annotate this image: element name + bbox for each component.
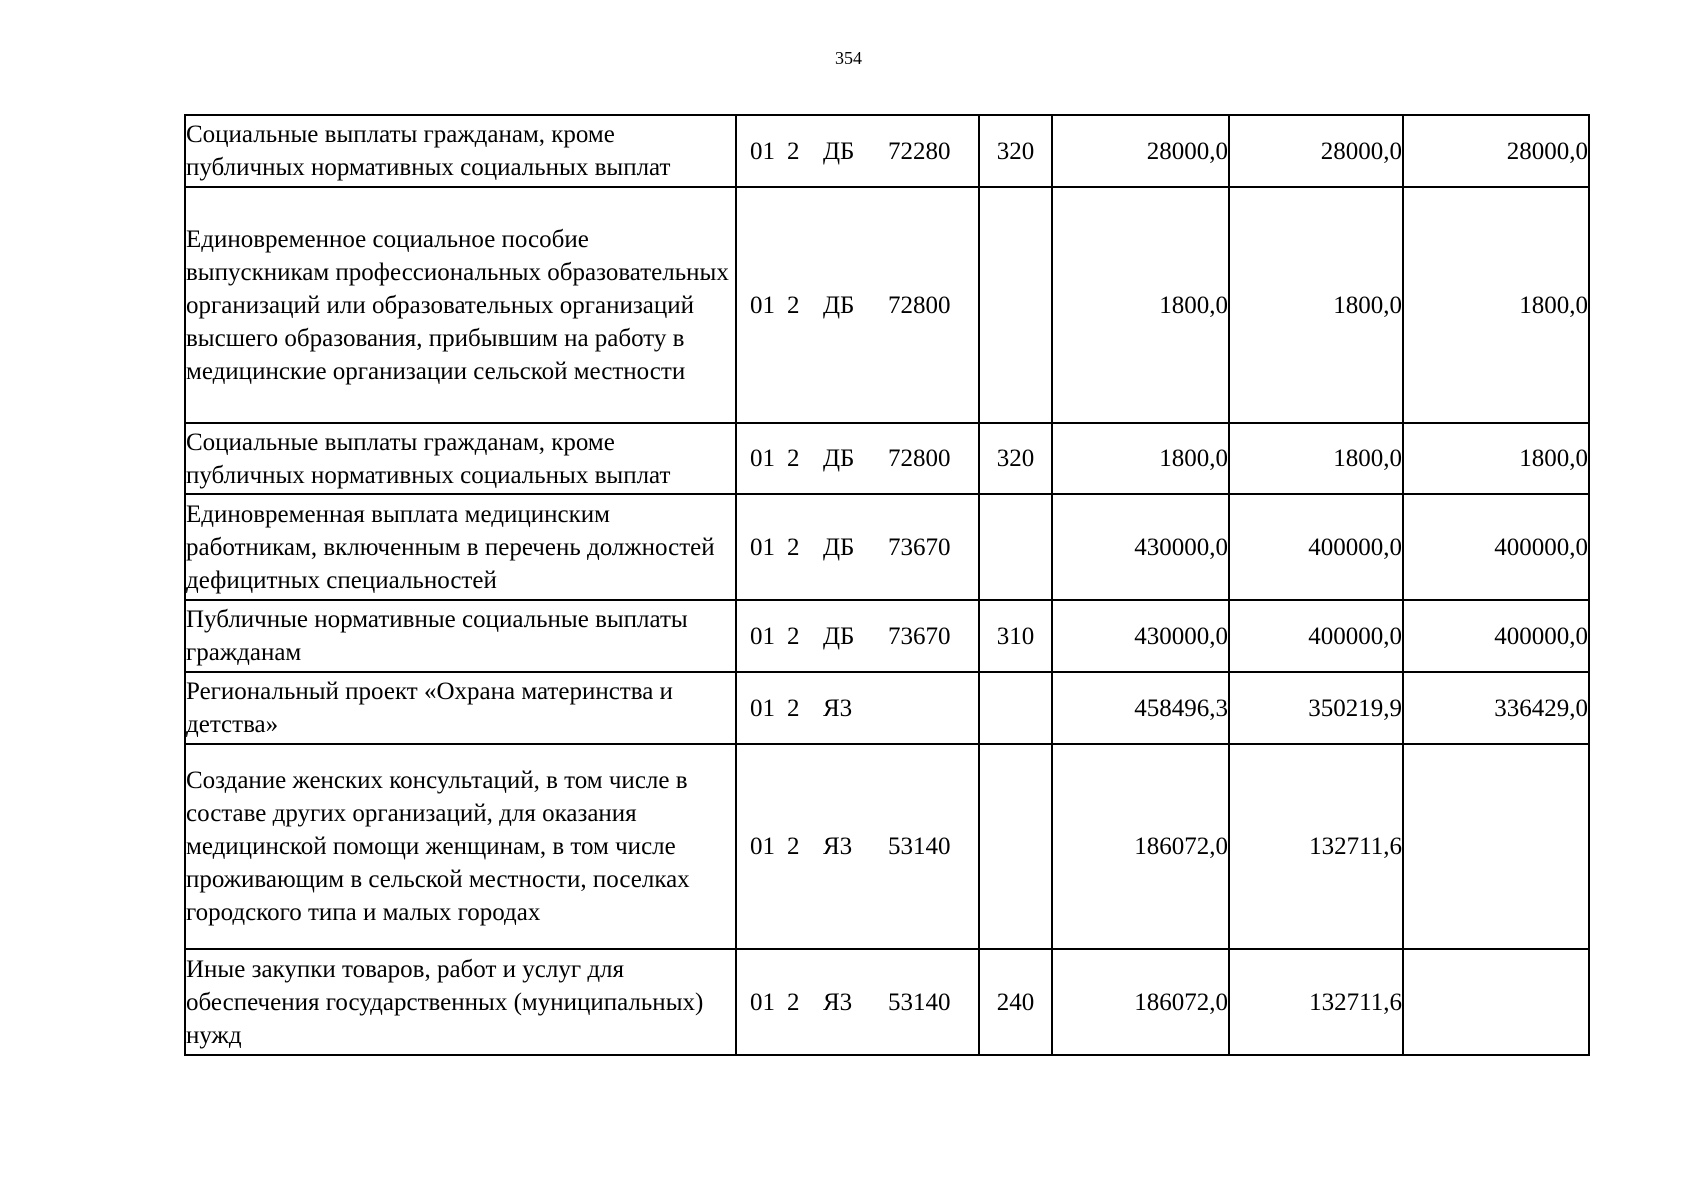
row-name-cell: Иные закупки товаров, работ и услуг для обеспечения государственных (муниципальных) нужд	[185, 949, 736, 1055]
table-row	[185, 423, 1589, 494]
subprogram-code: 2	[787, 694, 800, 722]
row-name-cell: Социальные выплаты гражданам, кроме публичных нормативных социальных выплат	[185, 115, 736, 187]
subprogram-code: 2	[787, 291, 800, 319]
program-code: 01	[750, 533, 775, 561]
subprogram-code: 2	[787, 137, 800, 165]
amount-1-cell: 458496,3	[1052, 672, 1229, 744]
amount-3-cell	[1403, 949, 1589, 1055]
amount-3-cell: 400000,0	[1403, 494, 1589, 600]
expense-type-cell: 240	[979, 949, 1052, 1055]
expense-code: 53140	[888, 833, 951, 860]
direction-code: ДБ	[823, 533, 855, 561]
direction-code: ДБ	[823, 622, 855, 650]
amount-1-cell: 1800,0	[1052, 423, 1229, 494]
page-number: 354	[835, 48, 862, 68]
expense-code: 53140	[888, 988, 951, 1016]
table-row	[185, 494, 1589, 600]
amount-1-cell: 430000,0	[1052, 494, 1229, 600]
expense-code: 72800	[888, 445, 951, 472]
direction-code: ДБ	[823, 291, 855, 319]
expense-type-cell	[979, 672, 1052, 744]
amount-1-cell: 28000,0	[1052, 115, 1229, 187]
row-name-cell: Публичные нормативные социальные выплаты гражданам	[185, 600, 736, 672]
subprogram-code: 2	[787, 988, 800, 1016]
amount-3-cell: 400000,0	[1403, 600, 1589, 672]
amount-2-cell: 1800,0	[1229, 423, 1403, 494]
amount-1-cell: 186072,0	[1052, 949, 1229, 1055]
row-name-cell: Единовременная выплата медицинским работникам, включенным в перечень должностей дефицитных специальностей	[185, 494, 736, 600]
table-row	[185, 187, 1589, 423]
table-row	[185, 949, 1589, 1055]
expense-type-cell: 320	[979, 423, 1052, 494]
amount-2-cell: 400000,0	[1229, 600, 1403, 672]
expense-code: 72280	[888, 137, 951, 165]
amount-3-cell: 1800,0	[1403, 423, 1589, 494]
direction-code: ДБ	[823, 445, 855, 472]
expense-code: 73670	[888, 533, 951, 561]
row-name-cell: Социальные выплаты гражданам, кроме публичных нормативных социальных выплат	[185, 423, 736, 494]
amount-2-cell: 400000,0	[1229, 494, 1403, 600]
row-name-cell: Единовременное социальное пособие выпускникам профессиональных образовательных организаций или образовательных организаций высшего образования, прибывшим на работу в медицинские организации сельской местности	[185, 187, 736, 423]
program-code: 01	[750, 291, 775, 319]
expense-type-cell	[979, 744, 1052, 949]
classification-code-cell	[736, 115, 979, 187]
classification-code-cell	[736, 187, 979, 423]
direction-code: Я3	[823, 988, 853, 1016]
expense-type-cell: 320	[979, 115, 1052, 187]
expense-type-cell: 310	[979, 600, 1052, 672]
amount-3-cell: 336429,0	[1403, 672, 1589, 744]
program-code: 01	[750, 694, 775, 722]
program-code: 01	[750, 445, 775, 472]
classification-code-cell	[736, 600, 979, 672]
table-row	[185, 115, 1589, 187]
classification-code-cell	[736, 423, 979, 494]
amount-1-cell: 1800,0	[1052, 187, 1229, 423]
amount-1-cell: 430000,0	[1052, 600, 1229, 672]
amount-2-cell: 132711,6	[1229, 744, 1403, 949]
amount-1-cell: 186072,0	[1052, 744, 1229, 949]
classification-code-cell	[736, 949, 979, 1055]
program-code: 01	[750, 622, 775, 650]
classification-code-cell	[736, 744, 979, 949]
program-code: 01	[750, 833, 775, 860]
expense-type-cell	[979, 187, 1052, 423]
amount-2-cell: 1800,0	[1229, 187, 1403, 423]
program-code: 01	[750, 988, 775, 1016]
amount-2-cell: 28000,0	[1229, 115, 1403, 187]
subprogram-code: 2	[787, 833, 800, 860]
subprogram-code: 2	[787, 445, 800, 472]
table-row	[185, 672, 1589, 744]
amount-3-cell	[1403, 744, 1589, 949]
classification-code-cell	[736, 672, 979, 744]
amount-2-cell: 350219,9	[1229, 672, 1403, 744]
amount-3-cell: 1800,0	[1403, 187, 1589, 423]
subprogram-code: 2	[787, 533, 800, 561]
row-name-cell: Региональный проект «Охрана материнства и детства»	[185, 672, 736, 744]
amount-3-cell: 28000,0	[1403, 115, 1589, 187]
program-code: 01	[750, 137, 775, 165]
subprogram-code: 2	[787, 622, 800, 650]
direction-code: ДБ	[823, 137, 855, 165]
budget-table	[184, 114, 1590, 1056]
expense-code: 73670	[888, 622, 951, 650]
amount-2-cell: 132711,6	[1229, 949, 1403, 1055]
table-row	[185, 744, 1589, 949]
classification-code-cell	[736, 494, 979, 600]
table-row	[185, 600, 1589, 672]
direction-code: Я3	[823, 694, 853, 722]
expense-type-cell	[979, 494, 1052, 600]
row-name-cell: Создание женских консультаций, в том числе в составе других организаций, для оказания медицинской помощи женщинам, в том числе проживающим в сельской местности, поселках городского типа и малых городах	[185, 744, 736, 949]
expense-code: 72800	[888, 291, 951, 319]
direction-code: Я3	[823, 833, 853, 860]
